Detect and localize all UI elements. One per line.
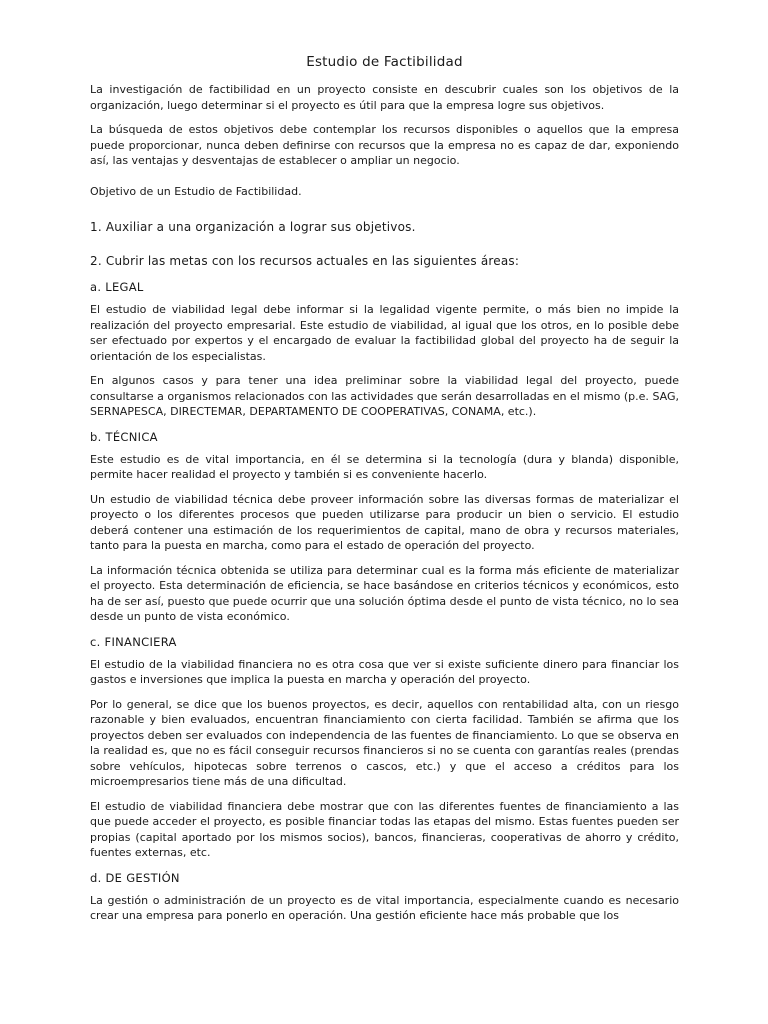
list-item-1: 1. Auxiliar a una organización a lograr sus objetivos. [90, 220, 416, 234]
section-heading-legal: a. LEGAL [90, 280, 144, 294]
list-item-2: 2. Cubrir las metas con los recursos actuales en las siguientes áreas: [90, 254, 520, 268]
tecnica-paragraph-1: Este estudio es de vital importancia, en él se determina si la tecnología (dura y blanda) disponible, permite hacer realidad el proyecto y también si es conveniente hacerlo. [90, 452, 679, 481]
document-title: Estudio de Factibilidad [306, 54, 463, 70]
financiera-paragraph-3: El estudio de viabilidad financiera debe mostrar que con las diferentes fuentes de financiamiento a las que puede acceder el proyecto, es posible financiar todas las etapas del mismo. Estas fuentes pueden ser propias (capital aportado por los mismos socios), bancos, financieras, cooperativas de ahorro y crédito, fuentes externas, etc. [90, 799, 679, 859]
section-heading-financiera: c. FINANCIERA [90, 634, 177, 649]
gestion-paragraph-1: La gestión o administración de un proyecto es de vital importancia, especialmente cuando es necesario crear una empresa para ponerlo en operación. Una gestión eficiente hace más probable que los [90, 893, 679, 922]
section-heading-gestion: d. DE GESTIÓN [90, 870, 180, 885]
financiera-paragraph-1: El estudio de la viabilidad financiera no es otra cosa que ver si existe suficiente dinero para financiar los gastos e inversiones que implica la puesta en marcha y operación del proyecto. [90, 657, 679, 686]
objetivo-label: Objetivo de un Estudio de Factibilidad. [90, 184, 302, 198]
legal-paragraph-2: En algunos casos y para tener una idea preliminar sobre la viabilidad legal del proyecto, puede consultarse a organismos relacionados con las actividades que serán desarrolladas en el mismo (p.e. SAG, SERNAPESCA, DIRECTEMAR, DEPARTAMENTO DE COOPERATIVAS, CONAMA, etc.). [90, 374, 679, 418]
section-heading-tecnica: b. TÉCNICA [90, 429, 158, 444]
intro-paragraph-1: La investigación de factibilidad en un proyecto consiste en descubrir cuales son los objetivos de la organización, luego determinar si el proyecto es útil para que la empresa logre sus objetivos. [90, 83, 679, 112]
tecnica-paragraph-2: Un estudio de viabilidad técnica debe proveer información sobre las diversas formas de materializar el proyecto o los diferentes procesos que pueden utilizarse para producir un bien o servicio. El estudio deberá contener una estimación de los requerimientos de capital, mano de obra y recursos materiales, tanto para la puesta en marcha, como para el estado de operación del proyecto. [90, 492, 679, 552]
intro-paragraph-2: La búsqueda de estos objetivos debe contemplar los recursos disponibles o aquellos que la empresa puede proporcionar, nunca deben definirse con recursos que la empresa no es capaz de dar, exponiendo así, las ventajas y desventajas de establecer o ampliar un negocio. [90, 123, 679, 167]
tecnica-paragraph-3: La información técnica obtenida se utiliza para determinar cual es la forma más eficiente de materializar el proyecto. Esta determinación de eficiencia, se hace basándose en criterios técnicos y económicos, esto ha de ser así, puesto que puede ocurrir que una solución óptima desde el punto de vista técnico, no lo sea desde un punto de vista económico. [90, 563, 679, 623]
legal-paragraph-1: El estudio de viabilidad legal debe informar si la legalidad vigente permite, o más bien no impide la realización del proyecto empresarial. Este estudio de viabilidad, al igual que los otros, en lo posible debe ser efectuado por expertos y el encargado de evaluar la factibilidad global del proyecto ha de seguir la orientación de los especialistas. [90, 303, 679, 363]
financiera-paragraph-2: Por lo general, se dice que los buenos proyectos, es decir, aquellos con rentabilidad alta, con un riesgo razonable y bien evaluados, encuentran financiamiento con cierta facilidad. También se afirma que los proyectos deben ser evaluados con independencia de las fuentes de financiamiento. Lo que se observa en la realidad es, que no es fácil conseguir recursos financieros si no se cuenta con garantías reales (prendas sobre vehículos, hipotecas sobre terrenos o cascos, etc.) y que el acceso a créditos para los microempresarios tiene más de una dificultad. [90, 697, 679, 788]
